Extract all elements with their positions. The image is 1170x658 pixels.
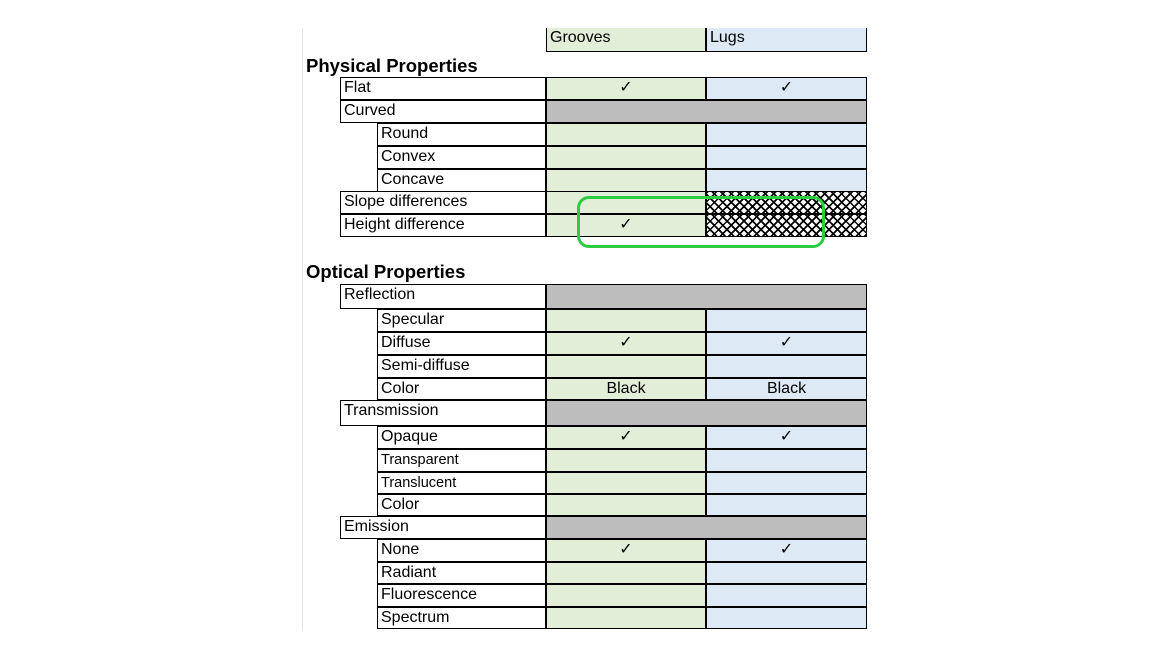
cell-transmission-merged — [546, 400, 867, 426]
row-label-emission: Emission — [340, 516, 546, 539]
cell-none-lugs: ✓ — [706, 539, 867, 562]
highlight-rounded-rectangle — [577, 196, 825, 248]
row-label-reflection: Reflection — [340, 284, 546, 309]
row-label-reflection-color: Color — [377, 378, 546, 400]
cell-radiant-grooves — [546, 562, 706, 584]
cell-flat-lugs: ✓ — [706, 77, 867, 100]
cell-reflection-color-lugs: Black — [706, 378, 867, 400]
cell-translucent-grooves — [546, 472, 706, 494]
cell-transmission-color-lugs — [706, 494, 867, 516]
cell-spectrum-lugs — [706, 607, 867, 629]
section-title-optical: Optical Properties — [306, 261, 466, 282]
row-label-height: Height difference — [340, 214, 546, 237]
row-label-semi-diffuse: Semi-diffuse — [377, 355, 546, 378]
cell-specular-grooves — [546, 309, 706, 332]
cell-translucent-lugs — [706, 472, 867, 494]
cell-diffuse-lugs: ✓ — [706, 332, 867, 355]
cell-none-grooves: ✓ — [546, 539, 706, 562]
row-label-opaque: Opaque — [377, 426, 546, 449]
cell-curved-merged — [546, 100, 867, 123]
cell-concave-lugs — [706, 169, 867, 192]
row-label-transmission: Transmission — [340, 400, 546, 426]
row-label-concave: Concave — [377, 169, 546, 192]
cell-transmission-color-grooves — [546, 494, 706, 516]
cell-spectrum-grooves — [546, 607, 706, 629]
row-label-convex: Convex — [377, 146, 546, 169]
cell-diffuse-grooves: ✓ — [546, 332, 706, 355]
column-header-lugs: Lugs — [706, 28, 867, 52]
cell-transparent-lugs — [706, 449, 867, 472]
row-label-translucent: Translucent — [377, 472, 546, 494]
row-label-spectrum: Spectrum — [377, 607, 546, 629]
cell-height-grooves: ✓ — [546, 214, 706, 237]
row-label-flat: Flat — [340, 77, 546, 100]
section-title-physical: Physical Properties — [306, 55, 478, 76]
row-label-curved: Curved — [340, 100, 546, 123]
row-label-slope: Slope differences — [340, 191, 546, 214]
cell-semi-diffuse-lugs — [706, 355, 867, 378]
cell-concave-grooves — [546, 169, 706, 192]
row-label-radiant: Radiant — [377, 562, 546, 584]
row-label-none: None — [377, 539, 546, 562]
cell-transparent-grooves — [546, 449, 706, 472]
cell-semi-diffuse-grooves — [546, 355, 706, 378]
row-label-round: Round — [377, 123, 546, 146]
row-label-specular: Specular — [377, 309, 546, 332]
cell-convex-grooves — [546, 146, 706, 169]
cell-opaque-grooves: ✓ — [546, 426, 706, 449]
cell-reflection-merged — [546, 284, 867, 309]
cell-specular-lugs — [706, 309, 867, 332]
row-label-transparent: Transparent — [377, 449, 546, 472]
cell-fluorescence-grooves — [546, 584, 706, 607]
cell-radiant-lugs — [706, 562, 867, 584]
cell-convex-lugs — [706, 146, 867, 169]
cell-emission-merged — [546, 516, 867, 539]
cell-reflection-color-grooves: Black — [546, 378, 706, 400]
cell-round-lugs — [706, 123, 867, 146]
cell-opaque-lugs: ✓ — [706, 426, 867, 449]
cell-flat-grooves: ✓ — [546, 77, 706, 100]
column-header-grooves: Grooves — [546, 28, 706, 52]
row-label-fluorescence: Fluorescence — [377, 584, 546, 607]
row-label-diffuse: Diffuse — [377, 332, 546, 355]
cell-round-grooves — [546, 123, 706, 146]
cell-fluorescence-lugs — [706, 584, 867, 607]
row-label-transmission-color: Color — [377, 494, 546, 516]
